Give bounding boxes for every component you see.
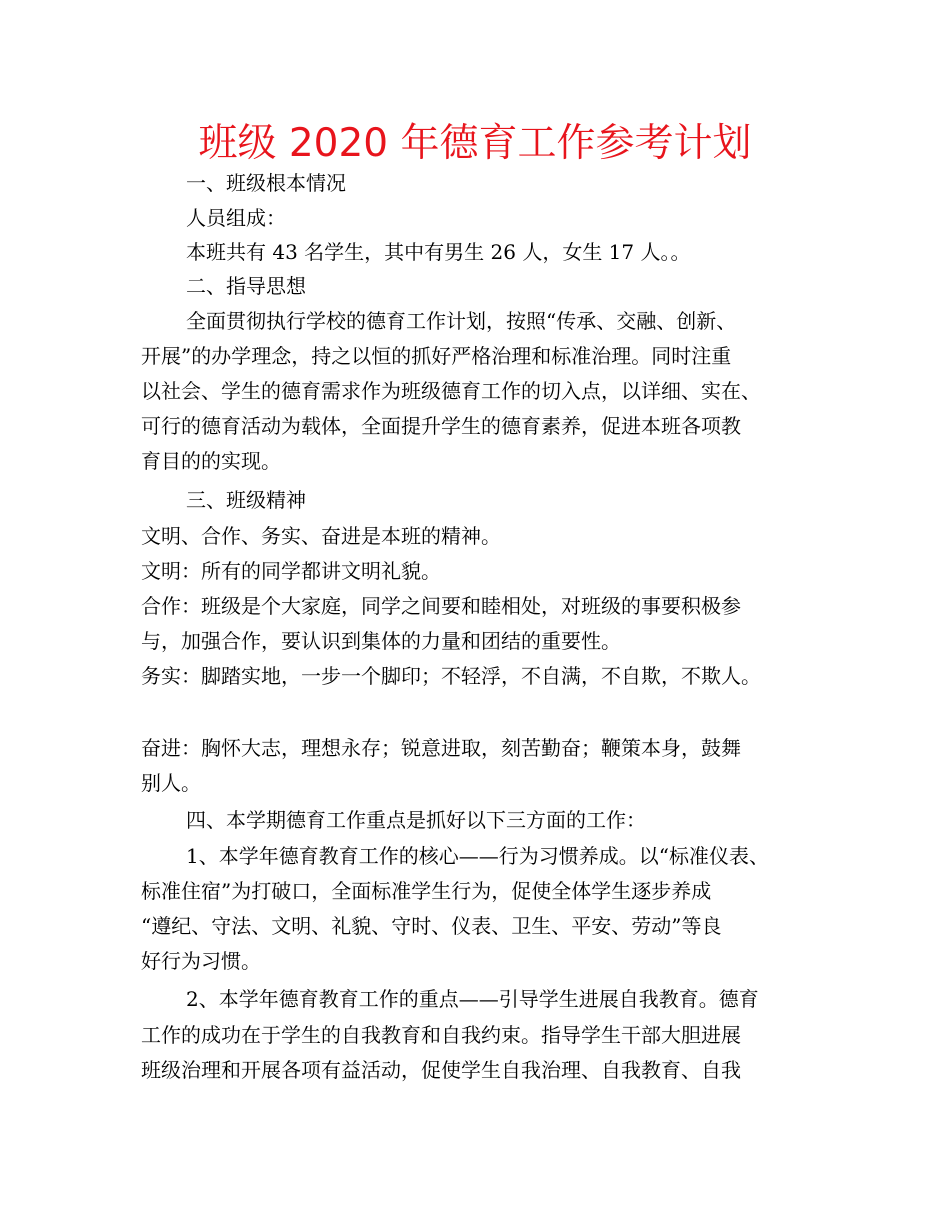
paragraph-line: 好行为习惯。 [141,949,261,973]
paragraph-line: 1、本学年德育教育工作的核心——行为习惯养成。以“标准仪表、 [186,844,769,868]
paragraph-line: 可行的德育活动为载体，全面提升学生的德育素养，促进本班各项教 [141,414,741,438]
paragraph-line: 本班共有 43 名学生，其中有男生 26 人，女生 17 人。。 [186,240,691,264]
section-heading: 二、指导思想 [186,274,306,298]
paragraph-line: “遵纪、守法、文明、礼貌、守时、仪表、卫生、平安、劳动”等良 [141,914,722,938]
paragraph-line: 合作：班级是个大家庭，同学之间要和睦相处，对班级的事要积极参 [141,594,741,618]
paragraph-line: 务实：脚踏实地，一步一个脚印；不轻浮，不自满，不自欺，不欺人。 [141,664,761,688]
paragraph-line: 人员组成： [186,206,286,230]
paragraph-line: 育目的的实现。 [141,449,281,473]
paragraph-line: 标准住宿”为打破口，全面标准学生行为，促使全体学生逐步养成 [141,879,712,903]
section-heading: 三、班级精神 [186,488,306,512]
paragraph-line: 与，加强合作，要认识到集体的力量和团结的重要性。 [141,629,621,653]
paragraph-line: 奋进：胸怀大志，理想永存；锐意进取，刻苦勤奋；鞭策本身，鼓舞 [141,736,741,760]
paragraph-line: 文明：所有的同学都讲文明礼貌。 [141,559,441,583]
document-title: 班级 2020 年德育工作参考计划 [198,121,752,166]
section-heading: 四、本学期德育工作重点是抓好以下三方面的工作： [186,808,646,832]
paragraph-line: 别人。 [141,771,201,795]
section-heading: 一、班级根本情况 [186,171,346,195]
paragraph-line: 全面贯彻执行学校的德育工作计划，按照“传承、交融、创新、 [186,309,737,333]
paragraph-line: 以社会、学生的德育需求作为班级德育工作的切入点，以详细、实在、 [141,379,761,403]
paragraph-line: 工作的成功在于学生的自我教育和自我约束。指导学生干部大胆进展 [141,1023,741,1047]
paragraph-line: 开展”的办学理念，持之以恒的抓好严格治理和标准治理。同时注重 [141,344,732,368]
paragraph-line: 2、本学年德育教育工作的重点——引导学生进展自我教育。德育 [186,987,759,1011]
paragraph-line: 文明、合作、务实、奋进是本班的精神。 [141,524,501,548]
paragraph-line: 班级治理和开展各项有益活动，促使学生自我治理、自我教育、自我 [141,1058,741,1082]
